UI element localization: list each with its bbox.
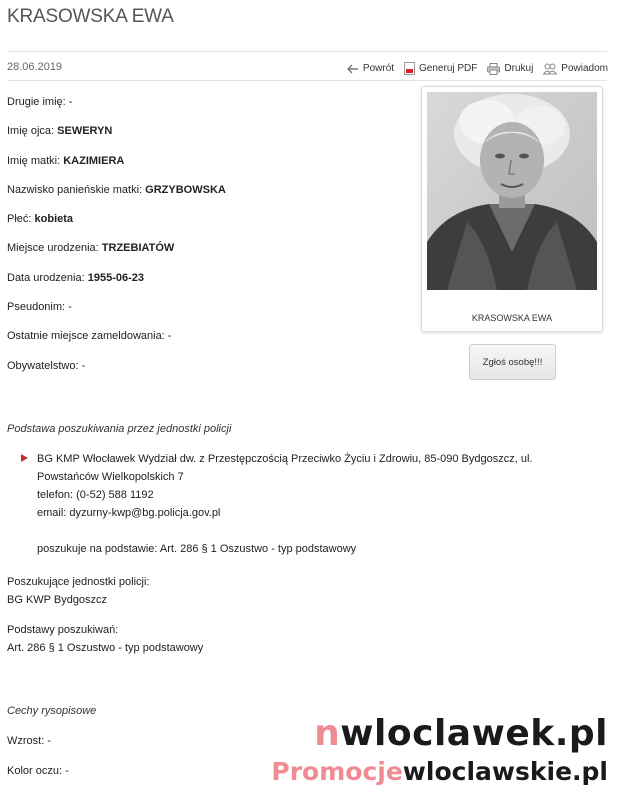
detail-value: SEWERYN bbox=[57, 125, 113, 138]
detail-value: - bbox=[68, 301, 72, 314]
searching-units-label: Poszukujące jednostki policji: bbox=[7, 576, 150, 588]
person-photo bbox=[427, 92, 597, 290]
detail-field bbox=[7, 271, 407, 300]
printer-icon bbox=[487, 63, 500, 75]
watermark-logo-main bbox=[314, 713, 608, 754]
back-arrow-icon bbox=[347, 64, 359, 74]
detail-field bbox=[7, 212, 407, 241]
unit-address-line1: BG KMP Włocławek Wydział dw. z Przestępczością Przeciwko Życiu i Zdrowiu, 85-090 Bydgoszcz, ul. bbox=[37, 453, 533, 465]
police-unit-info bbox=[37, 450, 577, 558]
bullet-arrow-icon bbox=[21, 454, 28, 462]
detail-label: Data urodzenia: bbox=[7, 271, 88, 284]
detail-field bbox=[7, 329, 407, 358]
detail-label: Nazwisko panieńskie matki: bbox=[7, 183, 146, 196]
watermark-logo-promo bbox=[271, 757, 608, 786]
print-label: Drukuj bbox=[504, 63, 534, 74]
searching-units bbox=[7, 573, 149, 609]
generate-pdf-button[interactable] bbox=[404, 62, 477, 75]
detail-label: Pseudonim: bbox=[7, 301, 69, 314]
header-divider bbox=[7, 51, 607, 52]
detail-value: kobieta bbox=[34, 213, 74, 226]
photo-caption: KRASOWSKA EWA bbox=[471, 313, 553, 323]
detail-label: Płeć: bbox=[7, 213, 35, 226]
detail-label: Imię ojca: bbox=[7, 125, 58, 138]
feature-height: Wzrost: - bbox=[7, 735, 51, 747]
searching-units-value: BG KWP Bydgoszcz bbox=[7, 594, 108, 606]
page-title: KRASOWSKA EWA bbox=[7, 6, 174, 27]
toolbar-divider bbox=[7, 80, 607, 81]
detail-value: - bbox=[167, 330, 172, 343]
unit-address-line2: Powstańców Wielkopolskich 7 bbox=[37, 471, 184, 483]
unit-phone: telefon: (0-52) 588 1192 bbox=[37, 489, 154, 501]
detail-label: Drugie imię: bbox=[7, 96, 69, 108]
detail-label: Miejsce urodzenia: bbox=[7, 242, 102, 255]
detail-field bbox=[7, 154, 407, 183]
detail-field bbox=[7, 300, 407, 329]
search-bases-value: Art. 286 § 1 Oszustwo - typ podstawowy bbox=[7, 642, 204, 654]
detail-field bbox=[7, 359, 407, 388]
photo-card bbox=[421, 86, 603, 332]
back-label: Powrót bbox=[362, 63, 395, 74]
detail-value: - bbox=[68, 96, 73, 108]
detail-field bbox=[7, 241, 407, 270]
features-heading: Cechy rysopisowe bbox=[7, 705, 97, 717]
watermark-domain: wloclawek.pl bbox=[340, 713, 608, 754]
detail-label: Obywatelstwo: bbox=[7, 359, 82, 372]
pdf-label: Generuj PDF bbox=[419, 63, 478, 74]
detail-value: KAZIMIERA bbox=[63, 154, 125, 167]
detail-field bbox=[7, 183, 407, 212]
detail-field bbox=[7, 124, 407, 153]
print-button[interactable] bbox=[487, 62, 533, 75]
search-bases-label: Podstawy poszukiwań: bbox=[7, 624, 119, 636]
detail-value: GRZYBOWSKA bbox=[145, 183, 226, 196]
detail-label: Ostatnie miejsce zameldowania: bbox=[7, 330, 168, 343]
watermark-promocje: Promocje bbox=[271, 757, 403, 786]
detail-label: Imię matki: bbox=[7, 154, 64, 167]
person-details bbox=[7, 95, 407, 388]
watermark-promo-domain: wloclawskie.pl bbox=[402, 757, 608, 786]
report-person-button[interactable]: Zgłoś osobę!!! bbox=[469, 344, 556, 380]
notify-button[interactable] bbox=[543, 62, 608, 75]
search-bases bbox=[7, 621, 203, 657]
detail-value: - bbox=[81, 359, 86, 372]
notify-label: Powiadom bbox=[561, 63, 608, 74]
detail-field bbox=[7, 95, 407, 124]
watermark-n: n bbox=[314, 713, 341, 754]
detail-value: 1955-06-23 bbox=[87, 271, 144, 284]
basis-heading: Podstawa poszukiwania przez jednostki policji bbox=[7, 423, 232, 435]
unit-email: email: dyzurny-kwp@bg.policja.gov.pl bbox=[37, 507, 221, 519]
feature-eye-color: Kolor oczu: - bbox=[7, 765, 69, 777]
unit-search-basis: poszukuje na podstawie: Art. 286 § 1 Oszustwo - typ podstawowy bbox=[37, 543, 357, 555]
detail-value: TRZEBIATÓW bbox=[101, 242, 175, 255]
pdf-icon bbox=[404, 62, 415, 75]
back-button[interactable] bbox=[347, 62, 394, 75]
toolbar bbox=[347, 62, 608, 75]
publication-date: 28.06.2019 bbox=[7, 61, 63, 73]
users-icon bbox=[543, 63, 557, 75]
